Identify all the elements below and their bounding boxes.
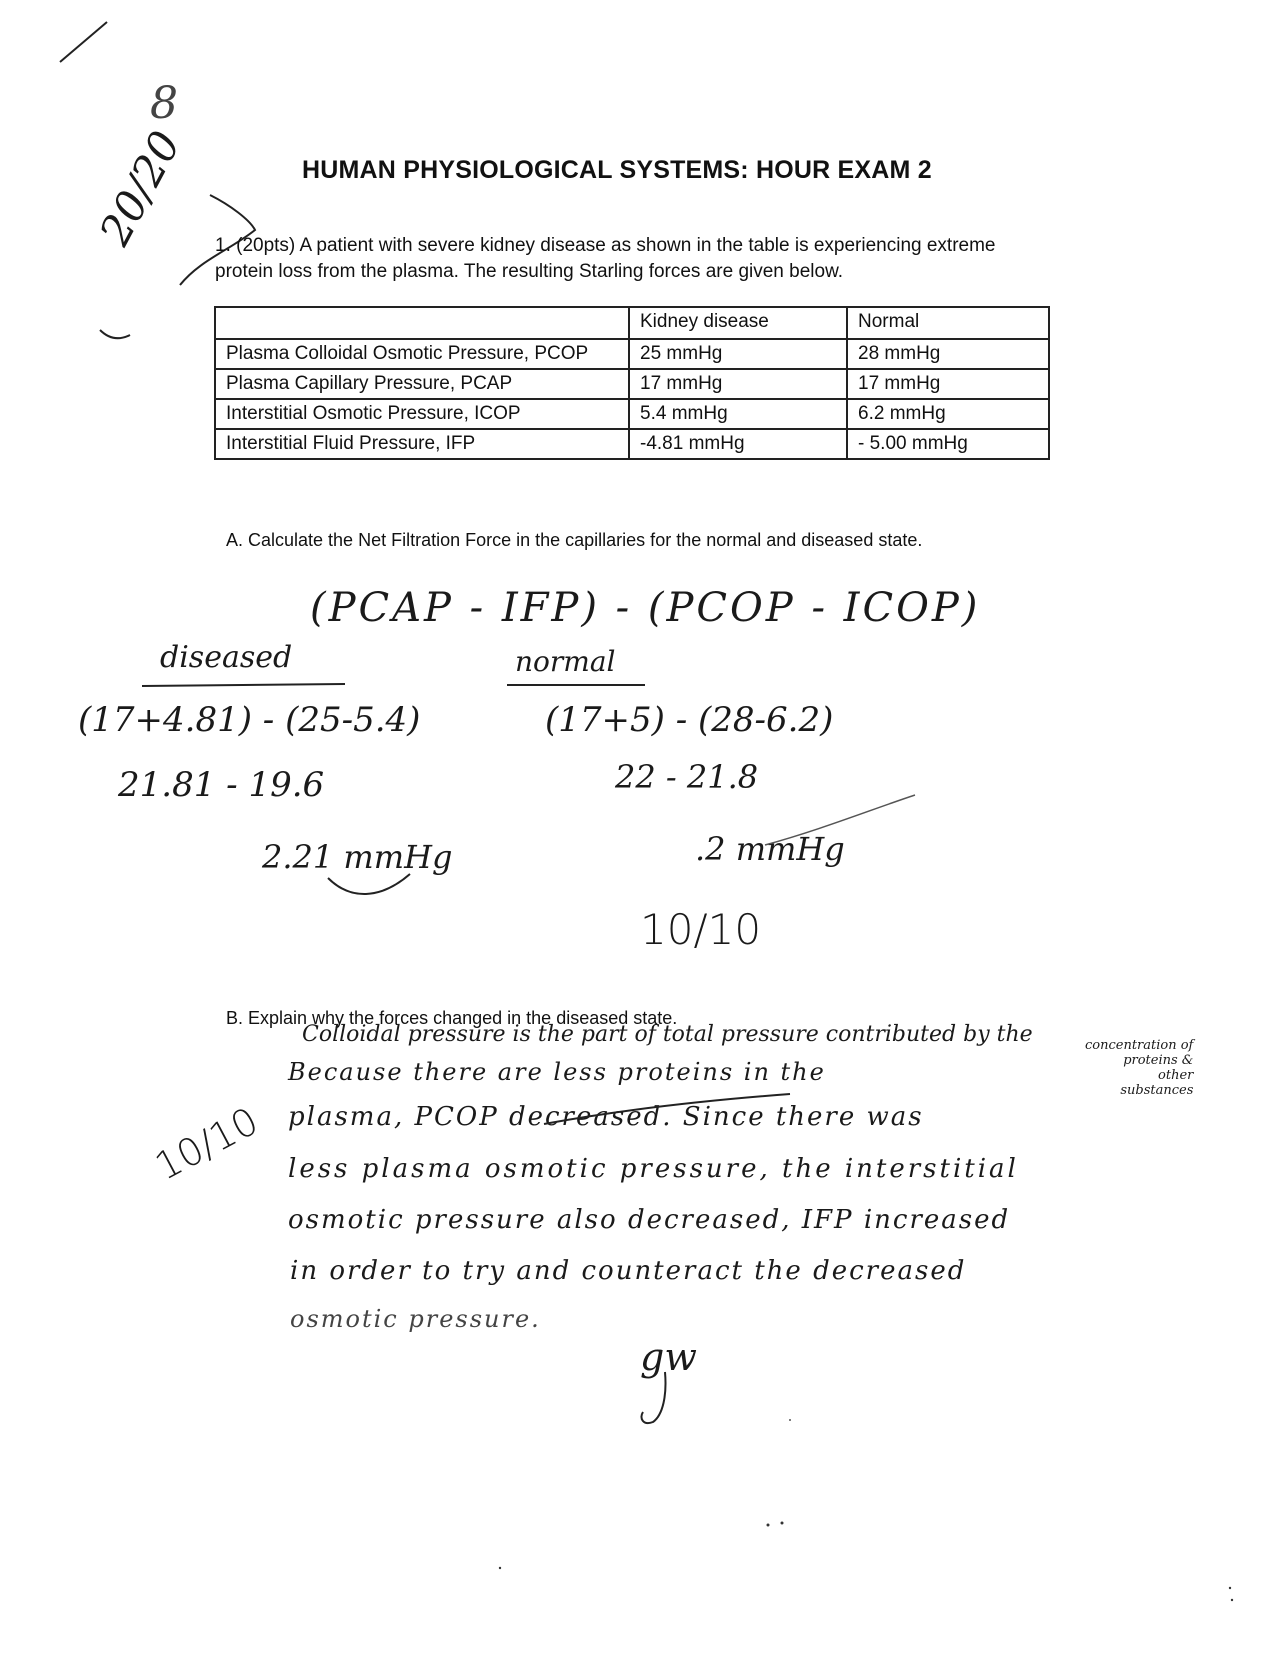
table-header-cell: Kidney disease	[629, 307, 847, 339]
normal-heading: normal	[515, 645, 616, 678]
total-score: 20/20	[90, 123, 191, 254]
table-cell: - 5.00 mmHg	[847, 429, 1049, 459]
margin-note-line: proteins &	[1123, 1053, 1194, 1068]
page-score: 8	[150, 78, 178, 129]
answer-line: plasma, PCOP decreased. Since there was	[288, 1102, 924, 1132]
part-a-score: 10/10	[640, 905, 762, 954]
table-cell: 28 mmHg	[847, 339, 1049, 369]
diseased-expression: (17+4.81) - (25-5.4)	[78, 700, 421, 740]
part-b-score: 10/10	[148, 1098, 266, 1189]
table-cell: 25 mmHg	[629, 339, 847, 369]
part-a-prompt: A. Calculate the Net Filtration Force in the capillaries for the normal and diseased state.	[226, 530, 923, 550]
answer-line: in order to try and counteract the decreased	[290, 1256, 967, 1286]
margin-note-line: other	[1158, 1068, 1194, 1083]
table-cell: 6.2 mmHg	[847, 399, 1049, 429]
table-cell: Plasma Capillary Pressure, PCAP	[215, 369, 629, 399]
table-cell: -4.81 mmHg	[629, 429, 847, 459]
margin-note-line: substances	[1120, 1083, 1194, 1098]
exam-title: HUMAN PHYSIOLOGICAL SYSTEMS: HOUR EXAM 2	[302, 156, 932, 184]
formula: (PCAP - IFP) - (PCOP - ICOP)	[310, 585, 981, 631]
answer-line: less plasma osmotic pressure, the interstitial	[288, 1154, 1019, 1184]
table-header-cell: Normal	[847, 307, 1049, 339]
diseased-heading: diseased	[160, 640, 293, 675]
table-cell: Interstitial Osmotic Pressure, ICOP	[215, 399, 629, 429]
question-1-prompt: 1. (20pts) A patient with severe kidney disease as shown in the table is experiencing extreme protein loss from the plasma. The resulting Starling forces are given below.	[215, 235, 996, 282]
answer-line: Colloidal pressure is the part of total pressure contributed by the	[302, 1022, 1033, 1047]
table-cell: Interstitial Fluid Pressure, IFP	[215, 429, 629, 459]
normal-step: 22 - 21.8	[615, 758, 759, 796]
part-b-prompt: B. Explain why the forces changed in the diseased state.	[226, 1008, 678, 1028]
diseased-step: 21.81 - 19.6	[118, 765, 325, 805]
table-cell: 5.4 mmHg	[629, 399, 847, 429]
answer-line: osmotic pressure also decreased, IFP increased	[288, 1205, 1011, 1235]
normal-expression: (17+5) - (28-6.2)	[545, 700, 834, 740]
normal-result: .2 mmHg	[695, 830, 845, 868]
grader-initials: gw	[640, 1335, 697, 1379]
answer-line: Because there are less proteins in the	[288, 1058, 826, 1086]
margin-note-line: concentration of	[1085, 1038, 1194, 1053]
answer-line: osmotic pressure.	[290, 1305, 541, 1333]
table-cell: 17 mmHg	[629, 369, 847, 399]
table-cell: 17 mmHg	[847, 369, 1049, 399]
diseased-result: 2.21 mmHg	[262, 838, 453, 876]
table-cell: Plasma Colloidal Osmotic Pressure, PCOP	[215, 339, 629, 369]
